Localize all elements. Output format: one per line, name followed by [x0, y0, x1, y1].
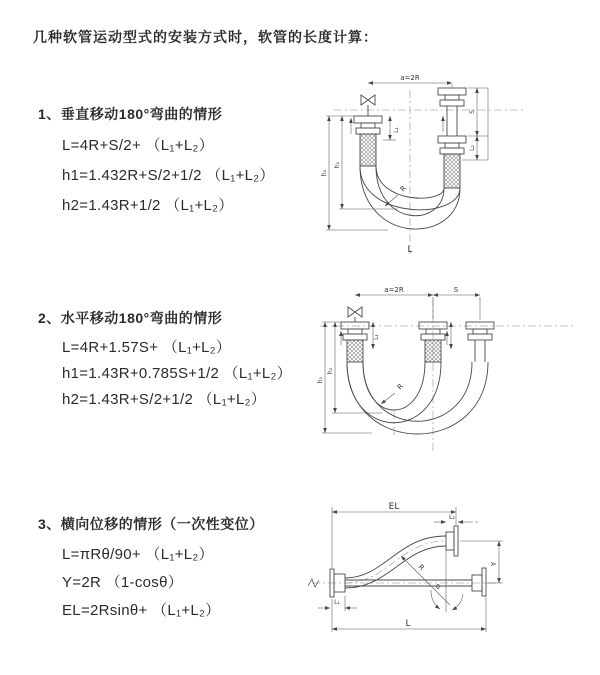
diagram-vertical-180-bend: [312, 70, 600, 262]
dim-label-y: Y: [490, 561, 498, 567]
dim-label-l2: L₂: [469, 145, 476, 151]
hose-centerline: [345, 541, 446, 583]
dim-label-a2r: a=2R: [384, 286, 404, 294]
valve-icon: [361, 95, 375, 105]
formula-line: L=4R+1.57S+ （L₁+L₂）: [62, 339, 232, 356]
dim-label-s: S: [469, 110, 476, 114]
hose-curve: [363, 362, 425, 410]
flange: [354, 116, 382, 123]
formula-line: EL=2Rsinθ+ （L₁+L₂）: [62, 602, 221, 619]
braided-hose-section: [360, 134, 376, 166]
length-label: L: [405, 619, 411, 629]
dim-label-l1: L₁: [334, 599, 340, 606]
dim-label-l1: L₁: [373, 334, 380, 340]
formula-line: h2=1.43R+S/2+1/2 （L₁+L₂）: [62, 391, 267, 408]
length-label: L: [407, 245, 413, 255]
dim-label-a2r: a=2R: [400, 74, 420, 82]
section-1-heading: 1、垂直移动180°弯曲的情形: [38, 106, 223, 122]
dim-label-l2: L₂: [449, 514, 455, 521]
diagram-lateral-displacement: [300, 498, 600, 646]
radius-label: R: [395, 382, 405, 392]
dim-label-h2: h₂: [334, 161, 341, 169]
flange: [341, 322, 369, 329]
formula-line: h2=1.43R+1/2 （L₁+L₂）: [62, 197, 234, 214]
radius-line: [401, 556, 450, 605]
hose-curve: [363, 362, 472, 421]
section-horizontal-movement: [38, 308, 318, 413]
flange: [438, 88, 466, 95]
braided-hose-section: [444, 154, 460, 188]
braided-hose-section: [347, 340, 363, 362]
radius-label: R: [416, 562, 426, 572]
dim-label-el: EL: [388, 502, 400, 512]
formula-line: h1=1.432R+S/2+1/2 （L₁+L₂）: [62, 167, 275, 184]
section-2-heading: 2、水平移动180°弯曲的情形: [38, 310, 223, 326]
diagram-horizontal-180-bend: [312, 283, 600, 458]
dim-label-l1: L₁: [393, 127, 400, 133]
dim-label-h2: h₂: [327, 367, 334, 375]
dim-label-s: S: [453, 286, 459, 294]
valve-icon: [348, 307, 362, 317]
formula-line: h1=1.43R+0.785S+1/2 （L₁+L₂）: [62, 365, 292, 382]
dim-label-h1: h₁: [317, 376, 324, 384]
page-title: 几种软管运动型式的安装方式时，软管的长度计算：: [33, 29, 378, 45]
dimension-lines: [322, 295, 480, 433]
radius-leader: [385, 195, 398, 206]
dim-label-h1: h₁: [321, 169, 328, 177]
flange: [482, 568, 486, 596]
radius-label: R: [398, 184, 408, 194]
dimension-lines: [318, 507, 503, 632]
centerline-break-icon: [308, 579, 319, 587]
hose-curve: [345, 536, 446, 578]
section-vertical-movement: [38, 104, 318, 221]
braided-hose-section: [425, 340, 441, 362]
formula-line: Y=2R （1-cosθ）: [62, 574, 184, 591]
flange: [454, 526, 458, 556]
flange: [466, 322, 494, 329]
hose-curve: [345, 546, 446, 588]
hose-assembly-drawing: [308, 526, 486, 597]
formula-line: L=πRθ/90+ （L₁+L₂）: [62, 546, 214, 563]
radius-leader: [381, 393, 395, 404]
hose-curve: [347, 362, 488, 434]
centerlines: [312, 541, 496, 583]
angle-label: θ: [436, 584, 440, 591]
centerlines: [334, 90, 526, 254]
section-lateral-displacement: [38, 514, 318, 625]
formula-line: L=4R+S/2+ （L₁+L₂）: [62, 137, 214, 154]
flange: [438, 136, 466, 143]
section-3-heading: 3、横向位移的情形（一次性变位）: [38, 516, 264, 532]
